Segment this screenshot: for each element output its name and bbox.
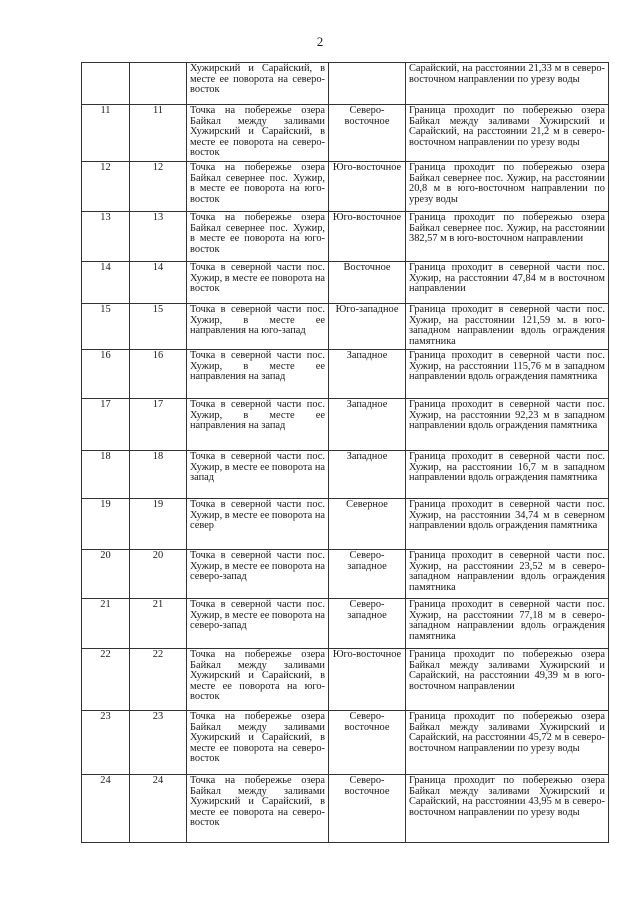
table-row [82,550,609,599]
boundary-description-cell: Граница проходит по побережью озера Байкал севернее пос. Хужир, на расстоянии 382,57 м в юго-восточном направлении [406,212,609,262]
boundary-description-cell: Граница проходит в северной части пос. Хужир, на расстоянии 47,84 м в восточном направлении [406,262,609,304]
table-row [82,649,609,711]
point-number-cell: 22 [82,649,130,711]
direction-cell [329,63,406,105]
direction-cell: Юго-восточное [329,162,406,212]
table-row [82,599,609,649]
point-location-cell: Точка в северной части пос. Хужир, в месте ее поворота на северо-запад [187,550,329,599]
table-row [82,262,609,304]
point-location-cell: Точка на побережье озера Байкал севернее пос. Хужир, в месте ее поворота на юго-восток [187,162,329,212]
table-row [82,451,609,499]
boundary-description-cell: Граница проходит в северной части пос. Хужир, на расстоянии 121,59 м. в юго-западном направлении вдоль ограждения памятника [406,304,609,350]
point-number-cell: 20 [82,550,130,599]
boundary-description-cell: Граница проходит по побережью озера Байкал между заливами Хужирский и Сарайский, на расстоянии 21,2 м в северо-восточном направлении по урезу воды [406,105,609,162]
point-number-alt-cell [130,63,187,105]
page-number: 2 [316,34,324,49]
boundary-description-cell: Граница проходит по побережью озера Байкал между заливами Хужирский и Сарайский, на расстоянии 49,39 м в юго-восточном направлении [406,649,609,711]
direction-cell: Западное [329,350,406,399]
direction-cell: Западное [329,451,406,499]
point-location-cell: Точка на побережье озера Байкал между заливами Хужирский и Сарайский, в месте ее поворота на северо-восток [187,775,329,843]
point-number-cell [82,63,130,105]
boundary-description-cell: Граница проходит в северной части пос. Хужир, на расстоянии 23,52 м в северо-западном направлении вдоль ограждения памятника [406,550,609,599]
point-number-cell: 14 [82,262,130,304]
direction-cell: Северное [329,499,406,550]
boundary-points-table [81,62,609,843]
table-row [82,399,609,451]
direction-cell: Северо-восточное [329,775,406,843]
point-location-cell: Точка на побережье озера Байкал между заливами Хужирский и Сарайский, в месте ее поворота на северо-восток [187,711,329,775]
boundary-description-cell: Граница проходит по побережью озера Байкал между заливами Хужирский и Сарайский, на расстоянии 43,95 м в северо-восточном направлении по урезу воды [406,775,609,843]
point-number-cell: 16 [82,350,130,399]
point-number-cell: 24 [82,775,130,843]
point-number-alt-cell: 14 [130,262,187,304]
point-number-alt-cell: 15 [130,304,187,350]
point-number-alt-cell: 12 [130,162,187,212]
direction-cell: Юго-восточное [329,212,406,262]
table-row [82,499,609,550]
point-number-cell: 19 [82,499,130,550]
boundary-description-cell: Граница проходит в северной части пос. Хужир, на расстоянии 77,18 м в северо-западном направлении вдоль ограждения памятника [406,599,609,649]
table-row [82,775,609,843]
point-number-cell: 11 [82,105,130,162]
point-location-cell: Точка в северной части пос. Хужир, в месте ее направления на юго-запад [187,304,329,350]
direction-cell: Северо-восточное [329,711,406,775]
point-number-alt-cell: 11 [130,105,187,162]
point-number-alt-cell: 13 [130,212,187,262]
point-number-cell: 13 [82,212,130,262]
point-number-cell: 23 [82,711,130,775]
direction-cell: Юго-восточное [329,649,406,711]
table-body [82,63,609,843]
table-row [82,105,609,162]
point-number-alt-cell: 20 [130,550,187,599]
point-location-cell: Точка в северной части пос. Хужир, в месте ее поворота на запад [187,451,329,499]
table-row [82,212,609,262]
boundary-description-cell: Граница проходит в северной части пос. Хужир, на расстоянии 16,7 м в западном направлении вдоль ограждения памятника [406,451,609,499]
boundary-description-cell: Граница проходит в северной части пос. Хужир, на расстоянии 34,74 м в северном направлении вдоль ограждения памятника [406,499,609,550]
direction-cell: Северо-восточное [329,105,406,162]
point-location-cell: Хужирский и Сарайский, в месте ее поворота на северо-восток [187,63,329,105]
table-row [82,162,609,212]
point-number-alt-cell: 24 [130,775,187,843]
point-number-alt-cell: 18 [130,451,187,499]
point-number-cell: 15 [82,304,130,350]
point-number-alt-cell: 21 [130,599,187,649]
point-number-cell: 12 [82,162,130,212]
boundary-description-cell: Граница проходит в северной части пос. Хужир, на расстоянии 115,76 м в западном направлении вдоль ограждения памятника [406,350,609,399]
point-location-cell: Точка на побережье озера Байкал между заливами Хужирский и Сарайский, в месте ее поворота на северо-восток [187,105,329,162]
point-number-cell: 17 [82,399,130,451]
boundary-description-cell: Граница проходит по побережью озера Байкал между заливами Хужирский и Сарайский, на расстоянии 45,72 м в северо-восточном направлении по урезу воды [406,711,609,775]
point-number-alt-cell: 23 [130,711,187,775]
table-row [82,350,609,399]
boundary-description-cell: Сарайский, на расстоянии 21,33 м в северо-восточном направлении по урезу воды [406,63,609,105]
direction-cell: Восточное [329,262,406,304]
point-number-alt-cell: 16 [130,350,187,399]
point-number-cell: 21 [82,599,130,649]
point-location-cell: Точка на побережье озера Байкал между заливами Хужирский и Сарайский, в месте ее поворота на юго-восток [187,649,329,711]
point-location-cell: Точка в северной части пос. Хужир, в месте ее поворота на северо-запад [187,599,329,649]
point-number-cell: 18 [82,451,130,499]
direction-cell: Западное [329,399,406,451]
boundary-description-cell: Граница проходит по побережью озера Байкал севернее пос. Хужир, на расстоянии 20,8 м в юго-восточном направлении по урезу воды [406,162,609,212]
direction-cell: Юго-западное [329,304,406,350]
direction-cell: Северо-западное [329,550,406,599]
point-location-cell: Точка в северной части пос. Хужир, в месте ее направления на запад [187,399,329,451]
point-location-cell: Точка на побережье озера Байкал севернее пос. Хужир, в месте ее поворота на юго-восток [187,212,329,262]
point-location-cell: Точка в северной части пос. Хужир, в месте ее направления на запад [187,350,329,399]
point-location-cell: Точка в северной части пос. Хужир, в месте ее поворота на север [187,499,329,550]
point-number-alt-cell: 17 [130,399,187,451]
table-row [82,711,609,775]
table-row [82,63,609,105]
point-location-cell: Точка в северной части пос. Хужир, в месте ее поворота на восток [187,262,329,304]
direction-cell: Северо-западное [329,599,406,649]
point-number-alt-cell: 22 [130,649,187,711]
boundary-description-cell: Граница проходит в северной части пос. Хужир, на расстоянии 92,23 м в западном направлении вдоль ограждения памятника [406,399,609,451]
point-number-alt-cell: 19 [130,499,187,550]
table-row [82,304,609,350]
